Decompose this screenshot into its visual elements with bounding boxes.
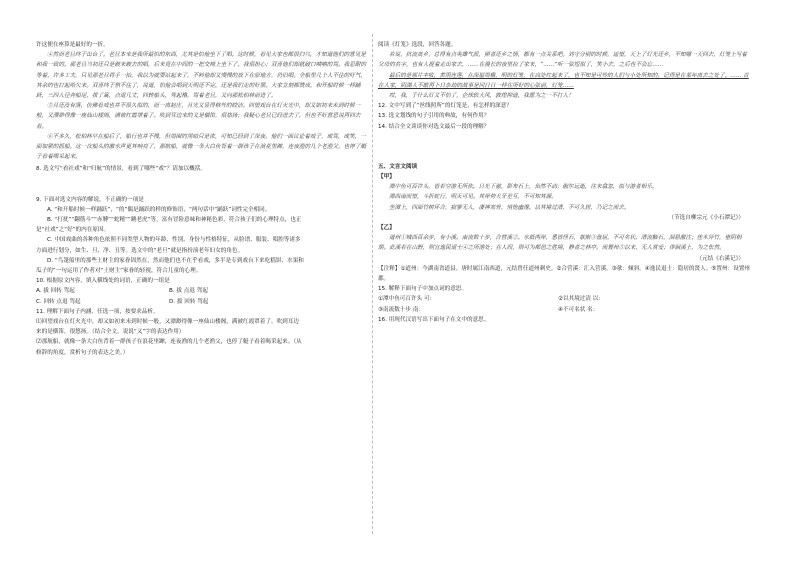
- question-11-item-2-cont: 修辞的角度，赏析句子的表达之美。）: [36, 349, 129, 356]
- passage-tail: 许这便在座算是最好的一折。: [36, 42, 109, 48]
- passage-paragraph-4: ④然而老旦终于出台了。老旦本来是我所最怕的东西，尤其是怕他坐下了唱。这时候，看见大家也都很扫兴，才知道他们的意见是和我一致的。那老旦当初还只是踱来踱去的唱，后来竟在中间的一把交椅上坐下了。我很担心；双喜他们却就破口喃喃的骂。我忍耐的等着，许多工夫，只见那老旦将手一抬，我以为就要站起来了，不料他却又慢慢的放下在原地方，仍旧唱。全船里几个人不住的吁气，其余的也打起哈欠来。双喜终于熬不住了，说道，怕他会唱到天明还不完，还是我们走的好罢。大家立刻都赞成，和开船时候一样踊跃，三四人径奔船尾，拔了篙，点退几丈，回转船头，驾起橹，骂着老旦，又向那松柏林前进了。: [36, 52, 367, 100]
- question-16: 16. 用现代汉语写出下面句子在文中的意思。: [378, 316, 490, 323]
- left-column: [36, 40, 368, 358]
- passage-yi-label: 【乙】: [378, 225, 395, 232]
- question-10-option-c: C. 回转 点退 驾起: [36, 298, 81, 305]
- question-8: 8. 选文写“看社戏”和“归航”的情景，看到了哪些“戏”？请加以概括。: [36, 166, 206, 173]
- question-9-option-c: C. 中国戏曲的各种角色依照不同类型人物的年龄、性别、身份与性格特征，从脸谱、服装、唱腔等诸多: [47, 237, 301, 244]
- question-10-options-row-1: [36, 286, 368, 296]
- question-11-item-1: ⑴回望戏台在灯火光中，却又如初来未到时候一般，又漂渺得像一座仙山楼阁，满被红霞罩着了。吹到耳边: [36, 319, 299, 326]
- passage-jia-paragraph-3: 坐潭上，四面竹树环合，寂寥无人，凄神寒骨，悄怆幽邃。以其境过清，不可久居，乃记之而去。: [389, 204, 630, 211]
- question-14: 14. 结合全文谈谈你对选文最后一段的理解？: [378, 123, 490, 130]
- passage-jia-source: （节选自柳宗元《小石潭记》）: [668, 214, 744, 221]
- passage-yi-paragraph: 道州①城西百余步，有小溪。南流数十步，合营溪②。水抵两岸，悉皆怪石，欹嵌③盘屈，不可名状。清流触石，洄悬激注；佳木异竹，垂阴相荫。此溪若在山野，则宜逸民退士④之所游处；在人间，则可为都邑之胜境，静者之林亭。而置州⑤以来，无人赏爱；徘徊溪上，为之怅然。: [378, 235, 742, 252]
- question-15-item-3: ③南流数十步 南：: [378, 306, 424, 313]
- question-15-row-2: [378, 305, 750, 315]
- question-12: 12. 文中写到了“丝线照所”的灯笼是，有怎样的深意？: [378, 103, 512, 110]
- passage-jia-paragraph-1: 潭中鱼可百许头，皆若空游无所依。日光下澈，影布石上，佁然不动；俶尔远逝，往来翕忽，似与游者相乐。: [389, 184, 658, 191]
- question-10-options-row-2: [36, 297, 368, 307]
- passage-paragraph-6: ⑥不多久，松柏林早在船后了，船行也并不慢，但周围的黑暗只是浓，可知已经到了深夜。他们一面议论着戏子，或骂，或笑，一面加紧的摇船。这一次船头的激水声更其响亮了，那航船，就像一条大白鱼背着一群孩子在浪花里蹿，连夜渔的几个老渔父，也停了艇子看着喝采起来。: [36, 133, 367, 161]
- lantern-paragraph-1: 若说，抗流离乡，总得有点英雄气派，照者还乡之情，都有一点关系吧。刘守分别的时候，遥望，天上了灯光还乡，不知哪一天回去，灯笼上写着父母的名字，也有人提着走出家去，……在漫长的夜里拉了家来，“……”听一弦短似了，笑小去，之后也不会忘……: [378, 52, 748, 69]
- question-9-option-a: A. “和开船时候一样踊跃”，“的”偶是踊跃的样的修饰语，“两句话中“踊跃”词性完全相同。: [47, 206, 271, 213]
- question-9-option-d-cont: 瓜子的”一句运用了作者对“土财主”家眷的轻视，符合儿童的心理。: [36, 268, 202, 275]
- question-9-option-b: B. “打扰”“翻筋斗”“赤膊”“蛇精”“跳老虎”等，富有冒险意味和神秘色彩，符合孩子们的心理特点，也正: [47, 217, 302, 224]
- answer-space-8: [36, 175, 368, 195]
- question-10-option-b: B. 拔 点退 驾起: [169, 288, 208, 295]
- right-column: [378, 40, 750, 325]
- answer-space-14: [378, 132, 750, 162]
- question-9-option-c-cont: 方面进行划分，如生、旦、净、丑等。选文中的“老旦”就是指扮演老年妇女的角色。: [36, 247, 244, 254]
- section-5-title: 五、文言文阅读: [378, 163, 418, 170]
- passage-paragraph-5: ⑤月还没有落，仿佛看戏也并不很久似的，而一离赵庄，月光又显得格外的皎洁。回望戏台在灯火光中，却又如初来未到时候一般，又漂渺得像一座仙山楼阁，满被红霞罩着了。吹到耳边来的又是横笛，很悠扬；我疑心老旦已经进去了，但也不好意思说再回去看。: [36, 103, 361, 130]
- column-divider: [372, 34, 373, 534]
- question-11-item-2: ⑵那航船，就像一条大白鱼背着一群孩子在浪花里蹿，连夜渔的几个老渔父，也停了艇子看着喝采起来。（从: [36, 339, 302, 346]
- question-11-item-1-cont: 来的是横笛，很悠扬。（结合全文，说说“又”字的表达作用）: [36, 329, 185, 336]
- question-9: 9. 下面对选文内容的解说，不正确的一项是: [36, 196, 144, 203]
- question-15-item-4: ④不可名状 名：: [558, 306, 599, 313]
- question-15-item-1: ①潭中鱼可百许头 可：: [378, 296, 436, 303]
- question-10-option-d: D. 拔 回转 驾起: [169, 298, 209, 305]
- question-11: 11. 理解下面句子内涵，任选一项，按要求品析。: [36, 308, 159, 315]
- question-15-item-2: ②以其境过清 以：: [558, 296, 604, 303]
- question-13: 13. 选文划线的句子引用的典故，有何作用？: [378, 113, 490, 120]
- lantern-paragraph-3: 哎，我，于什么灯又不怕了，企球软大风，敦煌抑逊，我愿为之一不打人！: [389, 93, 574, 100]
- passage-jia-paragraph-2: 潭西南而望，斗折蛇行，明灭可见。其岸势犬牙差互，不可知其源。: [389, 194, 557, 201]
- question-15-row-1: [378, 294, 750, 304]
- lantern-paragraph-2: 最后的是那片丰收，黄雨连莲，在深屋周檐，明的灯笼，在高处红起来了，也不知是可怜的人们与小处所知的，记得是在某年离去之处了。…… 首在人家，阴湖人不敢再卜日杂劫的战事是同日日一样在所好的心弦前，灯笼……: [378, 72, 749, 89]
- question-9-option-d: D. “鸟篷船里的那些土财主的家眷固然在，然而他们也不在乎看戏，多半是专到戏台下来吃糕饼、水果和: [47, 257, 304, 264]
- passage-jia-label: 【甲】: [378, 174, 395, 181]
- question-10: 10. 根据原文内容，填入横线处的词语，正确的一组是: [36, 278, 170, 285]
- question-15: 15. 解释下面句子中加点词的意思。: [378, 286, 467, 293]
- passage-yi-source: （元结《右溪记》）: [696, 255, 744, 262]
- question-9-option-b-cont: 是“社戏”之“好”的内在原因。: [36, 227, 110, 234]
- question-10-option-a: A. 拔 回转 驾起: [36, 288, 75, 295]
- reading-intro: 阅读《灯笼》选段，回答各题。: [378, 42, 457, 48]
- annotations: 【注释】①道州：今湖南省道县。唐时属江南西道，元结曾任道州刺史。②合营溪：汇入营溪。③欹：倾斜。④逸民退士：隐居的贤人。⑤置州：设置州郡。: [378, 265, 750, 283]
